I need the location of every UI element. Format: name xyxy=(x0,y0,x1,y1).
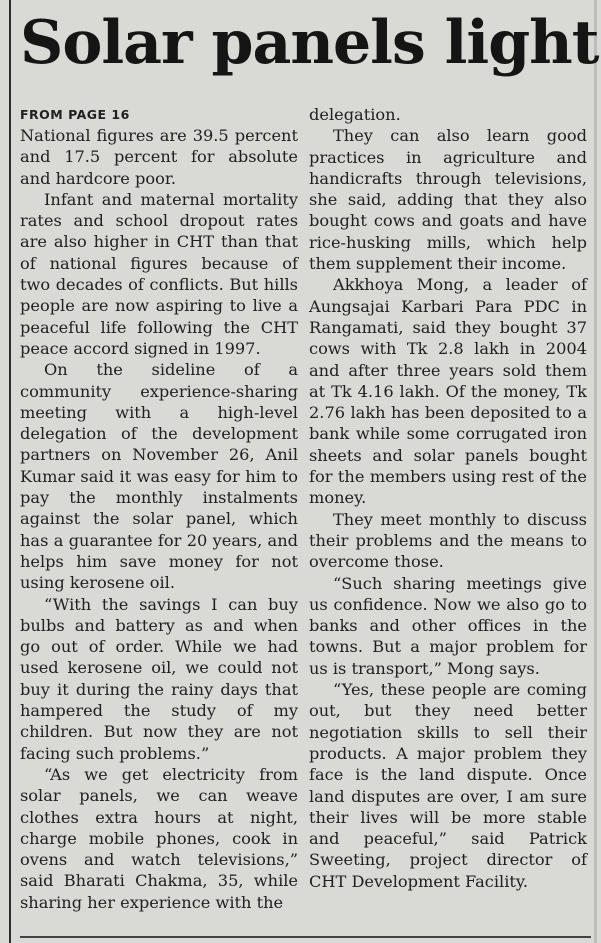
right-column xyxy=(309,104,587,892)
paragraph: Akkhoya Mong, a leader of Aungsajai Karbari Para PDC in Rangamati, said they bought 37 cows with Tk 2.8 lakh in 2004 and after three years sold them at Tk 4.16 lakh. Of the money, Tk 2.76 lakh has been deposited to a bank while some corrugated iron sheets and solar panels bought for the members using rest of the money. xyxy=(309,275,587,508)
paragraph: delegation. xyxy=(309,105,401,124)
headline: Solar panels light xyxy=(20,8,599,78)
column-divider-line xyxy=(9,0,11,943)
paragraph: “As we get electricity from solar panels, we can weave clothes extra hours at night, charge mobile phones, cook in ovens and watch televisions,” said Bharati Chakma, 35, while sharing her experience with the xyxy=(20,764,298,912)
paragraph: Infant and maternal mortality rates and school dropout rates are also higher in CHT than that of national figures because of two decades of conflicts. But hills people are now aspiring to live a peaceful life following the CHT peace accord signed in 1997. xyxy=(20,189,298,358)
paragraph: On the sideline of a community experience-sharing meeting with a high-level delegation of the development partners on November 26, Anil Kumar said it was easy for him to pay the monthly instalments against the solar panel, which has a guarantee for 20 years, and helps him save money for not using kerosene oil. xyxy=(20,360,298,593)
paragraph: They meet monthly to discuss their problems and the means to overcome those. xyxy=(309,509,587,572)
page-edge xyxy=(594,0,597,943)
paragraph: National figures are 39.5 percent and 17.5 percent for absolute and hardcore poor. xyxy=(20,126,298,188)
paragraph: “With the savings I can buy bulbs and battery as and when go out of order. While we had used kerosene oil, we could not buy it during the rainy days that hampered the study of my children. But now they are not facing such problems.” xyxy=(20,594,298,763)
paragraph: They can also learn good practices in agriculture and handicrafts through televisions, she said, adding that they also bought cows and goats and have rice-husking mills, which help them supplement their income. xyxy=(309,126,587,274)
left-column xyxy=(20,104,298,913)
bottom-rule xyxy=(20,936,591,938)
kicker: FROM PAGE 16 xyxy=(20,107,130,122)
paragraph: “Such sharing meetings give us confidence. Now we also go to banks and other offices in the towns. But a major problem for us is transport,” Mong says. xyxy=(309,573,587,678)
paragraph: “Yes, these people are coming out, but they need better negotiation skills to sell their products. A major problem they face is the land dispute. Once land disputes are over, I am sure their lives will be more stable and peaceful,” said Patrick Sweeting, project director of CHT Development Facility. xyxy=(309,680,587,891)
